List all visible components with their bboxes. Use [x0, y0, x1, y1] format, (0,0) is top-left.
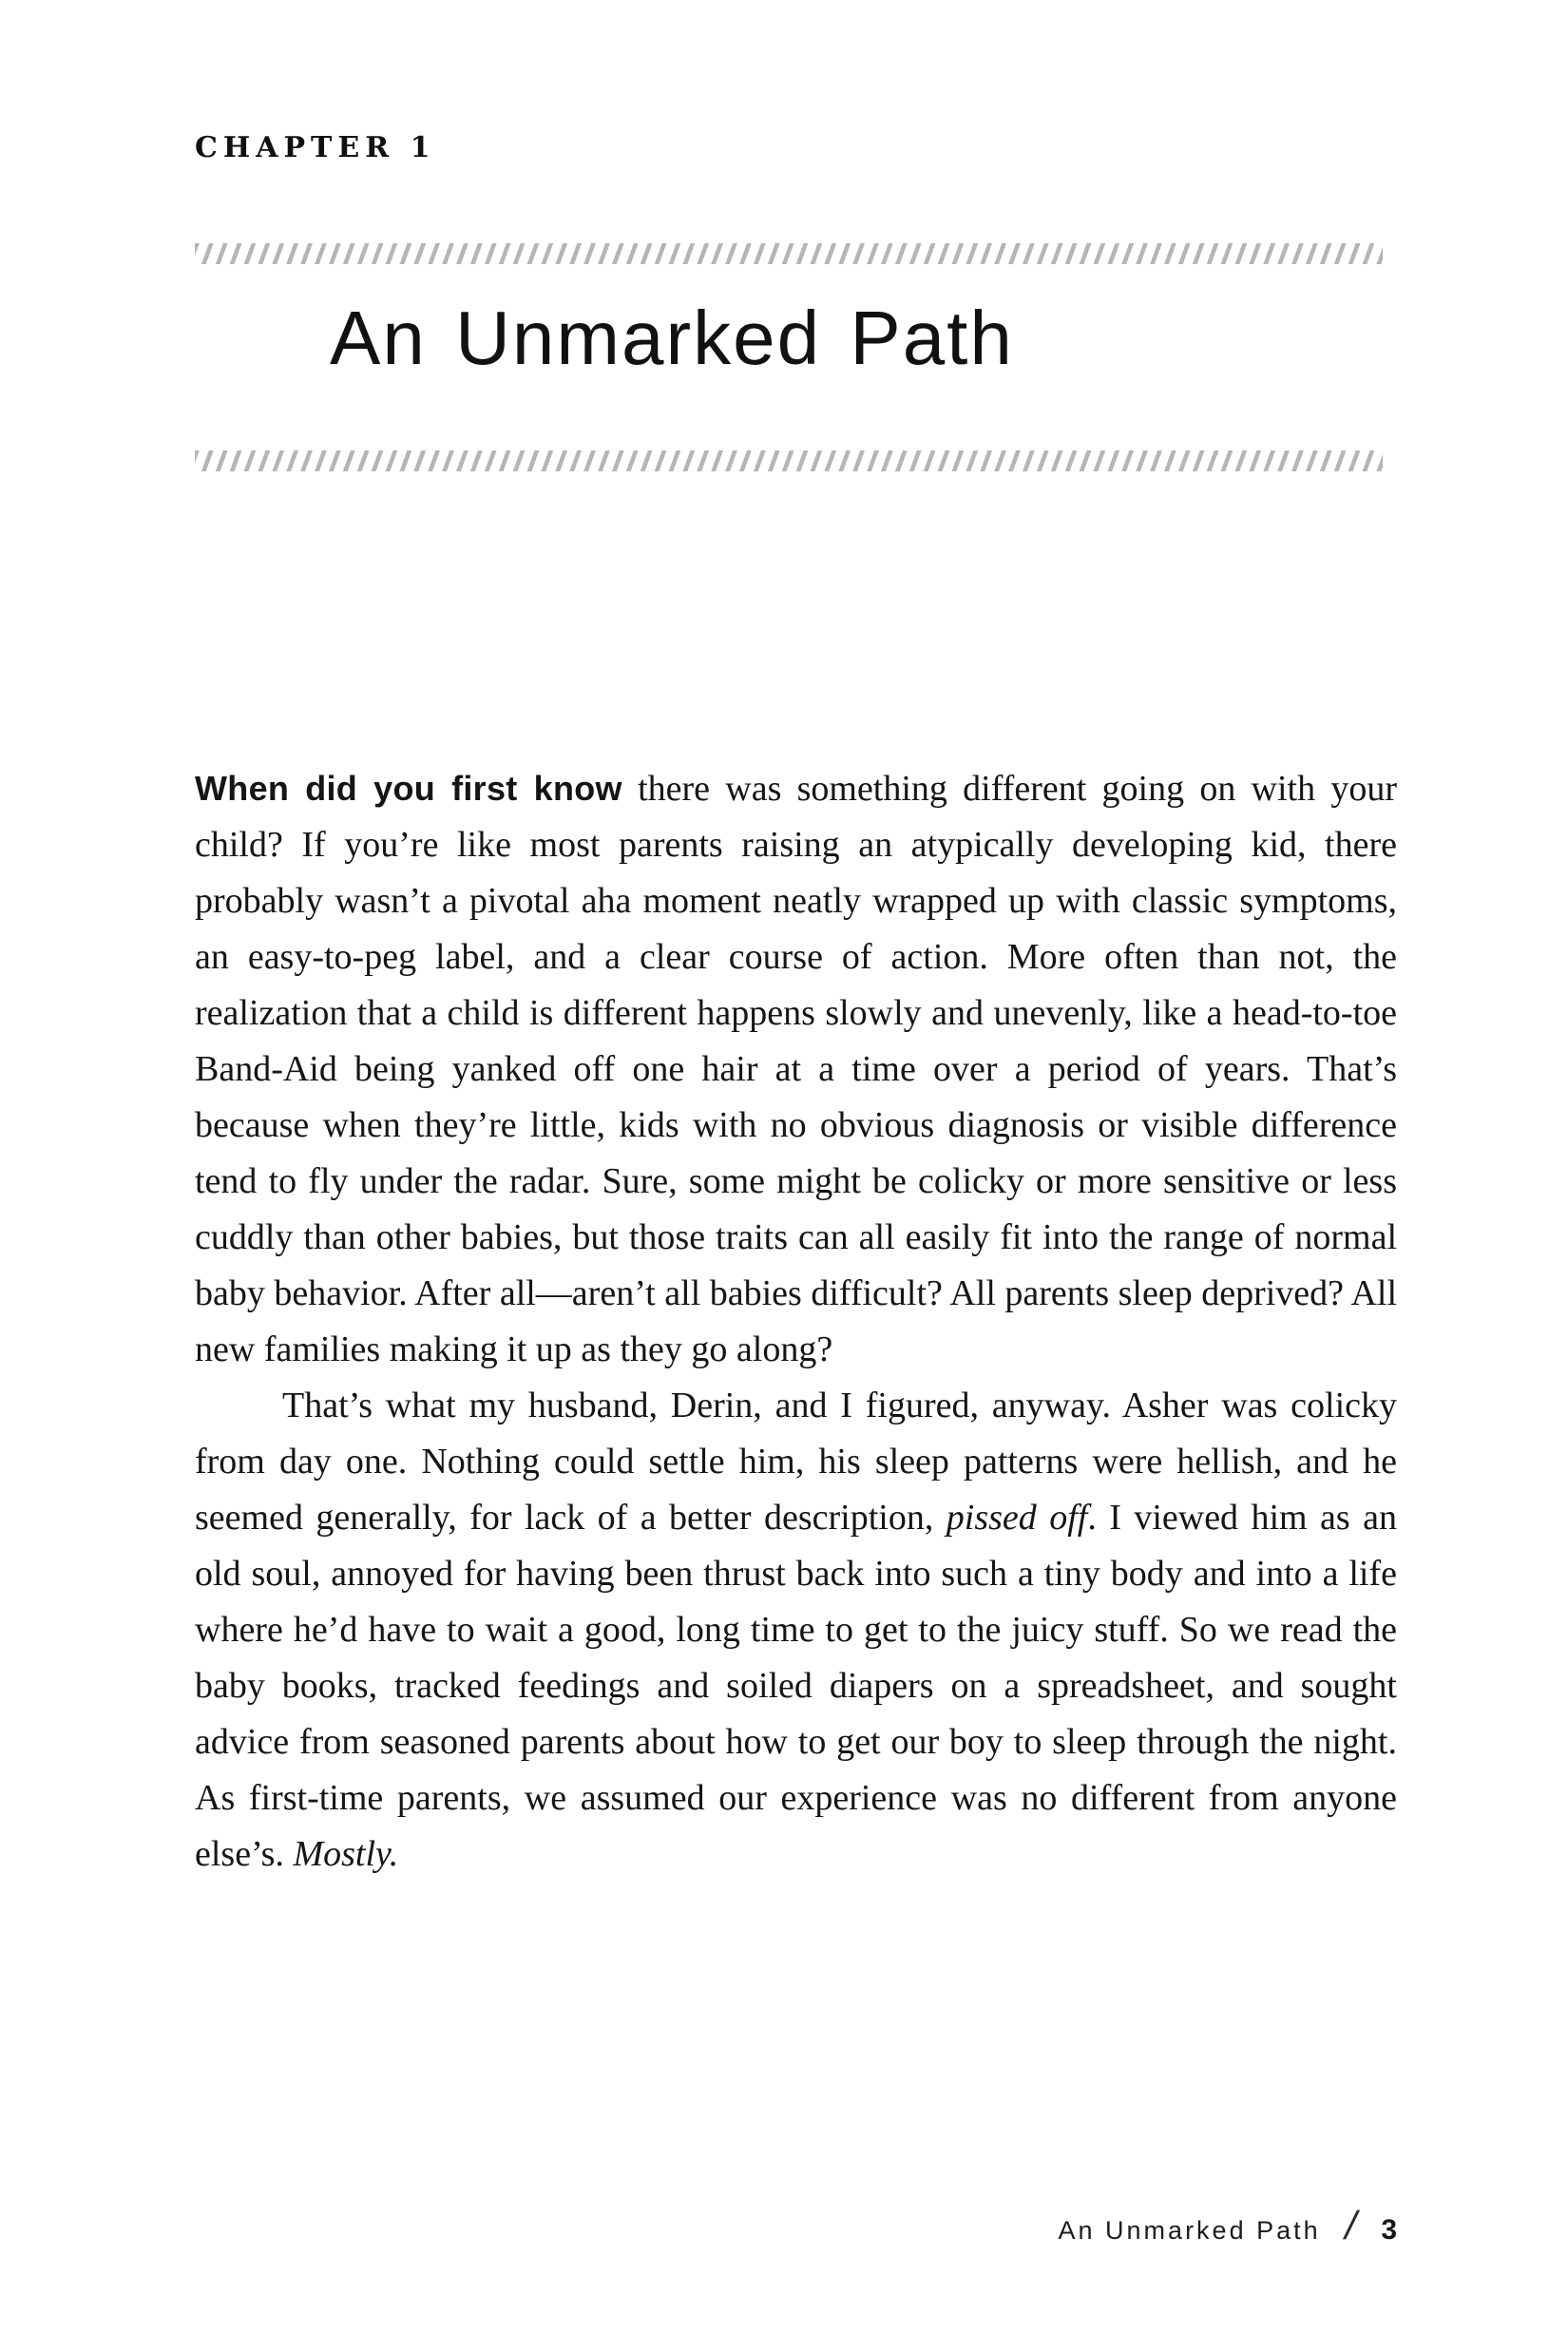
- text-run-bold-lead: When did you first know: [195, 769, 622, 808]
- text-run-normal: . I viewed him as an old soul, annoyed for having been thrust back into such a tiny body and into a life where he’d have to wait a good, long time to get to the juicy stuff. So we read the baby books, tracked feedings and soiled diapers on a spreadsheet, and sought advice from seasoned parents about how to get our boy to sleep through the night. As first-time parents, we assumed our experience was no different from anyone else’s.: [195, 1498, 1397, 1874]
- text-run-normal: there was something different going on with your child? If you’re like most parents raising an atypically developing kid, there probably wasn’t a pivotal aha moment neatly wrapped up with classic symptoms, an easy-to-peg label, and a clear course of action. More often than not, the realization that a child is different happens slowly and unevenly, like a head-to-toe Band-Aid being yanked off one hair at a time over a period of years. That’s because when they’re little, kids with no obvious diagnosis or visible difference tend to fly under the radar. Sure, some might be colicky or more sensitive or less cuddly than other babies, but those traits can all easily fit into the range of normal baby behavior. After all—aren’t all babies difficult? All parents sleep deprived? All new families making it up as they go along?: [195, 769, 1398, 1369]
- text-run-italic: Mostly.: [293, 1834, 399, 1874]
- chapter-label: CHAPTER 1: [195, 131, 436, 164]
- running-footer-title: An Unmarked Path: [1058, 2216, 1321, 2245]
- hatch-divider-bottom: [195, 450, 1383, 471]
- hatch-divider-top: [195, 243, 1383, 264]
- paragraph-second: [195, 1378, 1397, 1883]
- page-number: 3: [1381, 2214, 1397, 2246]
- footer-slash-separator: /: [1340, 2203, 1362, 2247]
- text-run-italic: pissed off: [946, 1498, 1088, 1538]
- paragraph-opening: [195, 760, 1397, 1378]
- body-text: [195, 760, 1397, 1883]
- page-footer: [1059, 2203, 1397, 2248]
- chapter-title: An Unmarked Path: [330, 296, 1014, 380]
- text-run-normal: That’s what my husband, Derin, and I figured, anyway. Asher was colicky from day one. Nothing could settle him, his sleep patterns were hellish, and he seemed generally, for lack of a better description,: [195, 1386, 1397, 1538]
